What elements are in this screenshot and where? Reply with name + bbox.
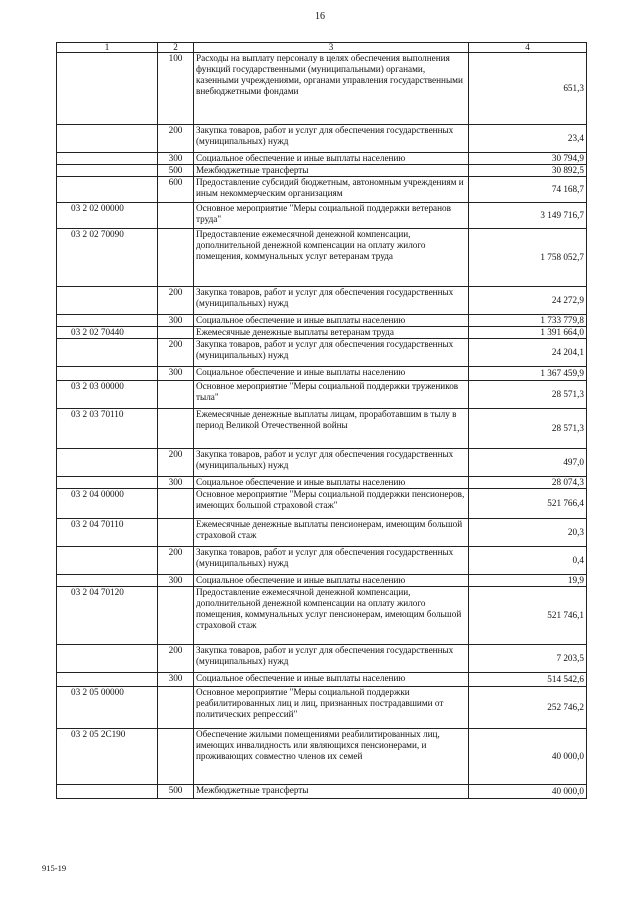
table-row bbox=[57, 687, 587, 729]
row-code-cell bbox=[57, 449, 158, 477]
table-row bbox=[57, 645, 587, 673]
row-code-cell bbox=[57, 315, 158, 327]
row-name-cell: Предоставление ежемесячной денежной компенсации, дополнительной денежной компенсации на оплату жилого помещения, коммунальных услуг ветеранам труда bbox=[194, 229, 469, 287]
row-name-cell: Закупка товаров, работ и услуг для обеспечения государственных (муниципальных) нужд bbox=[194, 645, 469, 673]
row-sum-cell: 28 571,3 bbox=[469, 409, 587, 449]
table-row bbox=[57, 287, 587, 315]
row-name-cell: Ежемесячные денежные выплаты лицам, проработавшим в тылу в период Великой Отечественной войны bbox=[194, 409, 469, 449]
row-sum-cell: 497,0 bbox=[469, 449, 587, 477]
row-code-cell bbox=[57, 575, 158, 587]
row-code-cell: 03 2 05 00000 bbox=[57, 687, 158, 729]
row-code-cell bbox=[57, 165, 158, 177]
row-name-cell: Межбюджетные трансферты bbox=[194, 165, 469, 177]
row-sum-cell: 651,3 bbox=[469, 53, 587, 125]
table-row bbox=[57, 587, 587, 645]
row-sum-cell: 514 542,6 bbox=[469, 673, 587, 687]
row-code-cell bbox=[57, 125, 158, 153]
row-name-cell: Закупка товаров, работ и услуг для обеспечения государственных (муниципальных) нужд bbox=[194, 125, 469, 153]
table-row bbox=[57, 367, 587, 381]
row-expense-type-cell: 300 bbox=[158, 673, 194, 687]
page-number: 16 bbox=[315, 11, 325, 22]
column-header: 4 bbox=[469, 43, 587, 53]
row-expense-type-cell: 500 bbox=[158, 165, 194, 177]
row-sum-cell: 521 746,1 bbox=[469, 587, 587, 645]
table-row bbox=[57, 381, 587, 409]
column-header: 1 bbox=[57, 43, 158, 53]
row-name-cell: Основное мероприятие "Меры социальной поддержки реабилитированных лиц и лиц, признанных пострадавшими от политических репрессий" bbox=[194, 687, 469, 729]
table-row bbox=[57, 409, 587, 449]
row-sum-cell: 1 367 459,9 bbox=[469, 367, 587, 381]
row-sum-cell: 1 733 779,8 bbox=[469, 315, 587, 327]
table-row bbox=[57, 519, 587, 547]
row-expense-type-cell: 500 bbox=[158, 785, 194, 799]
table-row bbox=[57, 575, 587, 587]
table-row bbox=[57, 327, 587, 339]
row-code-cell bbox=[57, 645, 158, 673]
row-sum-cell: 24 204,1 bbox=[469, 339, 587, 367]
row-expense-type-cell bbox=[158, 587, 194, 645]
row-sum-cell: 30 892,5 bbox=[469, 165, 587, 177]
row-expense-type-cell: 200 bbox=[158, 449, 194, 477]
row-expense-type-cell bbox=[158, 381, 194, 409]
row-sum-cell: 24 272,9 bbox=[469, 287, 587, 315]
row-name-cell: Основное мероприятие "Меры социальной поддержки пенсионеров, имеющих большой страховой стаж" bbox=[194, 489, 469, 519]
table-row bbox=[57, 203, 587, 229]
row-name-cell: Предоставление субсидий бюджетным, автономным учреждениям и иным некоммерческим организациям bbox=[194, 177, 469, 203]
table-row bbox=[57, 785, 587, 799]
row-sum-cell: 28 571,3 bbox=[469, 381, 587, 409]
table-row bbox=[57, 53, 587, 125]
footer-code: 915-19 bbox=[42, 863, 67, 873]
row-code-cell: 03 2 04 70120 bbox=[57, 587, 158, 645]
column-header: 2 bbox=[158, 43, 194, 53]
table-row bbox=[57, 125, 587, 153]
row-expense-type-cell: 200 bbox=[158, 125, 194, 153]
row-expense-type-cell bbox=[158, 519, 194, 547]
row-expense-type-cell: 200 bbox=[158, 547, 194, 575]
row-expense-type-cell: 200 bbox=[158, 287, 194, 315]
row-name-cell: Социальное обеспечение и иные выплаты населению bbox=[194, 367, 469, 381]
table-row bbox=[57, 165, 587, 177]
row-code-cell bbox=[57, 673, 158, 687]
table-row bbox=[57, 673, 587, 687]
row-code-cell: 03 2 02 70440 bbox=[57, 327, 158, 339]
row-expense-type-cell: 300 bbox=[158, 477, 194, 489]
row-code-cell bbox=[57, 339, 158, 367]
row-sum-cell: 30 794,9 bbox=[469, 153, 587, 165]
row-expense-type-cell bbox=[158, 687, 194, 729]
row-expense-type-cell: 300 bbox=[158, 575, 194, 587]
row-sum-cell: 0,4 bbox=[469, 547, 587, 575]
row-sum-cell: 28 074,3 bbox=[469, 477, 587, 489]
column-header: 3 bbox=[194, 43, 469, 53]
row-sum-cell: 7 203,5 bbox=[469, 645, 587, 673]
row-code-cell bbox=[57, 53, 158, 125]
row-name-cell: Обеспечение жилыми помещениями реабилитированных лиц, имеющих инвалидность или являющихся пенсионерами, и проживающих совместно членов их семей bbox=[194, 729, 469, 785]
row-code-cell: 03 2 04 00000 bbox=[57, 489, 158, 519]
row-name-cell: Ежемесячные денежные выплаты пенсионерам, имеющим большой страховой стаж bbox=[194, 519, 469, 547]
table-row bbox=[57, 177, 587, 203]
row-code-cell bbox=[57, 477, 158, 489]
table-row bbox=[57, 449, 587, 477]
row-name-cell: Закупка товаров, работ и услуг для обеспечения государственных (муниципальных) нужд bbox=[194, 449, 469, 477]
row-code-cell: 03 2 05 2С190 bbox=[57, 729, 158, 785]
row-sum-cell: 1 758 052,7 bbox=[469, 229, 587, 287]
row-sum-cell: 40 000,0 bbox=[469, 785, 587, 799]
table-row bbox=[57, 339, 587, 367]
row-expense-type-cell bbox=[158, 729, 194, 785]
row-code-cell: 03 2 02 00000 bbox=[57, 203, 158, 229]
table-row bbox=[57, 153, 587, 165]
row-code-cell bbox=[57, 153, 158, 165]
table-row bbox=[57, 547, 587, 575]
row-name-cell: Предоставление ежемесячной денежной компенсации, дополнительной денежной компенсации на оплату жилого помещения, коммунальных услуг пенсионерам, имеющим большой страховой стаж bbox=[194, 587, 469, 645]
row-name-cell: Основное мероприятие "Меры социальной поддержки ветеранов труда" bbox=[194, 203, 469, 229]
row-name-cell: Межбюджетные трансферты bbox=[194, 785, 469, 799]
row-name-cell: Социальное обеспечение и иные выплаты населению bbox=[194, 575, 469, 587]
row-sum-cell: 74 168,7 bbox=[469, 177, 587, 203]
row-name-cell: Закупка товаров, работ и услуг для обеспечения государственных (муниципальных) нужд bbox=[194, 287, 469, 315]
row-sum-cell: 521 766,4 bbox=[469, 489, 587, 519]
row-sum-cell: 252 746,2 bbox=[469, 687, 587, 729]
row-sum-cell: 23,4 bbox=[469, 125, 587, 153]
row-sum-cell: 19,9 bbox=[469, 575, 587, 587]
row-expense-type-cell: 200 bbox=[158, 339, 194, 367]
table-row bbox=[57, 315, 587, 327]
row-expense-type-cell: 300 bbox=[158, 153, 194, 165]
column-header-row bbox=[57, 43, 587, 53]
row-name-cell: Закупка товаров, работ и услуг для обеспечения государственных (муниципальных) нужд bbox=[194, 547, 469, 575]
row-expense-type-cell: 300 bbox=[158, 315, 194, 327]
row-expense-type-cell bbox=[158, 327, 194, 339]
budget-table bbox=[56, 42, 587, 799]
row-name-cell: Социальное обеспечение и иные выплаты населению bbox=[194, 153, 469, 165]
row-code-cell: 03 2 02 70090 bbox=[57, 229, 158, 287]
row-sum-cell: 1 391 664,0 bbox=[469, 327, 587, 339]
row-name-cell: Социальное обеспечение и иные выплаты населению bbox=[194, 477, 469, 489]
table-row bbox=[57, 229, 587, 287]
row-expense-type-cell: 600 bbox=[158, 177, 194, 203]
row-code-cell bbox=[57, 177, 158, 203]
row-sum-cell: 3 149 716,7 bbox=[469, 203, 587, 229]
row-sum-cell: 40 000,0 bbox=[469, 729, 587, 785]
table-row bbox=[57, 489, 587, 519]
row-expense-type-cell bbox=[158, 489, 194, 519]
row-code-cell bbox=[57, 287, 158, 315]
row-name-cell: Социальное обеспечение и иные выплаты населению bbox=[194, 315, 469, 327]
row-code-cell: 03 2 04 70110 bbox=[57, 519, 158, 547]
table-row bbox=[57, 729, 587, 785]
row-code-cell bbox=[57, 547, 158, 575]
row-name-cell: Закупка товаров, работ и услуг для обеспечения государственных (муниципальных) нужд bbox=[194, 339, 469, 367]
row-expense-type-cell: 300 bbox=[158, 367, 194, 381]
row-expense-type-cell bbox=[158, 229, 194, 287]
row-name-cell: Ежемесячные денежные выплаты ветеранам труда bbox=[194, 327, 469, 339]
table-row bbox=[57, 477, 587, 489]
row-sum-cell: 20,3 bbox=[469, 519, 587, 547]
row-expense-type-cell bbox=[158, 409, 194, 449]
row-name-cell: Социальное обеспечение и иные выплаты населению bbox=[194, 673, 469, 687]
row-name-cell: Основное мероприятие "Меры социальной поддержки тружеников тыла" bbox=[194, 381, 469, 409]
row-code-cell: 03 2 03 70110 bbox=[57, 409, 158, 449]
row-expense-type-cell: 200 bbox=[158, 645, 194, 673]
row-name-cell: Расходы на выплату персоналу в целях обеспечения выполнения функций государственными (муниципальными) органами, казенными учреждениями, органами управления государственными внебюджетными фондами bbox=[194, 53, 469, 125]
row-expense-type-cell bbox=[158, 203, 194, 229]
row-code-cell: 03 2 03 00000 bbox=[57, 381, 158, 409]
row-expense-type-cell: 100 bbox=[158, 53, 194, 125]
row-code-cell bbox=[57, 367, 158, 381]
row-code-cell bbox=[57, 785, 158, 799]
